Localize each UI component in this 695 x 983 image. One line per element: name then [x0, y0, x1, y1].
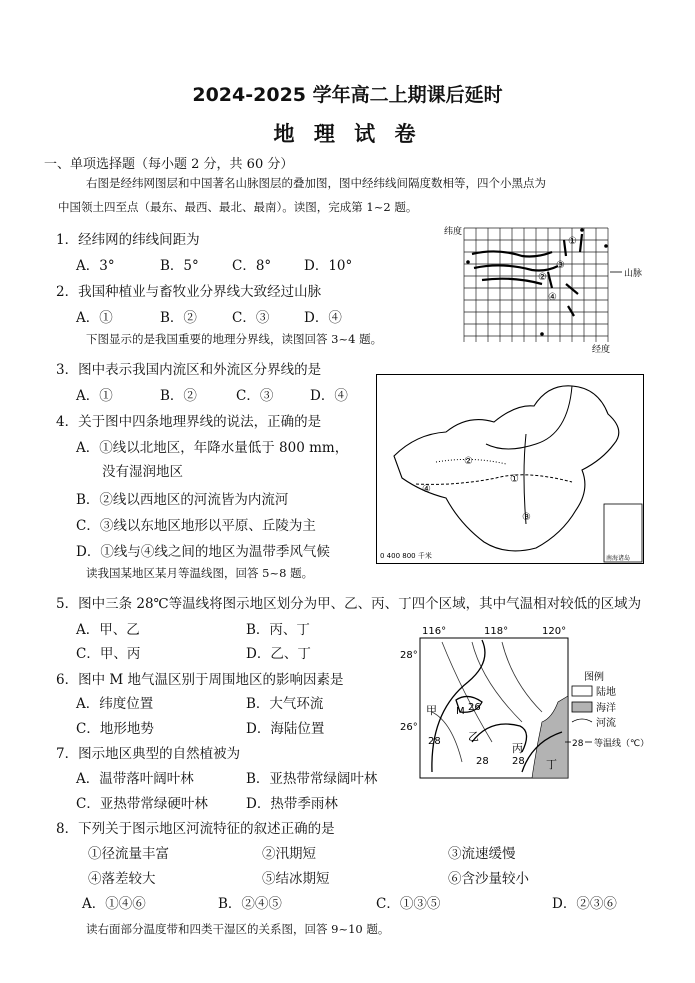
point-m: M	[456, 706, 465, 717]
marker-4: ④	[548, 292, 557, 303]
question-stem: 5．图中三条 28℃等温线将图示地区划分为甲、乙、丙、丁四个区域，其中气温相对较低的区域为	[56, 596, 642, 612]
line-1-label: ①	[510, 474, 519, 485]
option-d[interactable]: D．④	[304, 310, 342, 326]
option-a[interactable]: A．温带落叶阔叶林	[76, 771, 194, 787]
line-4-label: ④	[422, 484, 431, 495]
x-axis-label: 经度	[592, 345, 611, 354]
question-stem: 7．图示地区典型的自然植被为	[56, 746, 241, 762]
isotherm-value: 26	[468, 702, 481, 713]
intro-line: 中国领土四至点（最东、最西、最北、最南）。读图，完成第 1~2 题。	[58, 200, 418, 214]
intro-line: 读右面部分温度带和四类干湿区的关系图，回答 9~10 题。	[86, 922, 390, 936]
option-d[interactable]: D．①线与④线之间的地区为温带季风气候	[76, 544, 330, 560]
lon-label: 120°	[542, 626, 567, 637]
option-c[interactable]: C．甲、丙	[76, 646, 141, 662]
marker-3: ③	[556, 260, 565, 271]
statement: ①径流量丰富	[88, 846, 169, 862]
isotherm-value: 28	[512, 756, 525, 767]
scale-bar: 0 400 800 千米	[380, 552, 432, 560]
option-d[interactable]: D．乙、丁	[246, 646, 311, 662]
option-c[interactable]: C．亚热带常绿硬叶林	[76, 796, 208, 812]
question-stem: 2．我国种植业与畜牧业分界线大致经过山脉	[56, 284, 322, 300]
inset-label: 南海诸岛	[606, 555, 631, 562]
legend-title: 图例	[584, 672, 604, 683]
option-b[interactable]: B．②线以西地区的河流皆为内流河	[76, 492, 289, 508]
lat-label: 26°	[400, 722, 418, 733]
lat-label: 28°	[400, 650, 418, 661]
legend-land: 陆地	[596, 687, 616, 698]
statement: ⑥含沙量较小	[448, 871, 529, 887]
option-b[interactable]: B．②④⑤	[218, 896, 282, 912]
intro-line: 下图显示的是我国重要的地理分界线，读图回答 3~4 题。	[86, 332, 383, 346]
option-c[interactable]: C．①③⑤	[376, 896, 441, 912]
option-a[interactable]: A．①	[76, 388, 113, 404]
option-a-cont: 没有湿润地区	[102, 464, 183, 480]
option-c[interactable]: C．地形地势	[76, 721, 154, 737]
option-c[interactable]: C．8°	[232, 258, 272, 274]
option-b[interactable]: B．5°	[160, 258, 199, 274]
statement: ④落差较大	[88, 871, 156, 887]
option-b[interactable]: B．丙、丁	[246, 622, 310, 638]
region-jia: 甲	[426, 704, 437, 717]
legend-sea: 海洋	[596, 703, 616, 714]
option-a[interactable]: A．①线以北地区，年降水量低于 800 mm，	[76, 440, 349, 456]
section-heading: 一、单项选择题（每小题 2 分，共 60 分）	[44, 157, 294, 172]
intro-line: 读我国某地区某月等温线图，回答 5~8 题。	[86, 566, 314, 580]
china-boundary-map	[376, 374, 644, 564]
question-stem: 4．关于图中四条地理界线的说法，正确的是	[56, 414, 322, 430]
intro-line: 右图是经纬网图层和中国著名山脉图层的叠加图，图中经纬线间隔度数相等，四个小黑点为	[86, 176, 546, 190]
option-d[interactable]: D．10°	[304, 258, 353, 274]
option-a[interactable]: A．甲、乙	[76, 622, 140, 638]
grid-lines	[464, 228, 608, 342]
option-a[interactable]: A．①④⑥	[82, 896, 146, 912]
option-b[interactable]: B．亚热带常绿阔叶林	[246, 771, 378, 787]
legend-river: 河流	[596, 718, 616, 729]
option-d[interactable]: D．热带季雨林	[246, 796, 338, 812]
marker-2: ②	[538, 272, 547, 283]
legend-isotherm: 等温线（℃）	[594, 739, 650, 749]
option-c[interactable]: C．③	[236, 388, 274, 404]
option-d[interactable]: D．④	[310, 388, 348, 404]
statement: ⑤结冰期短	[262, 871, 330, 887]
region-yi: 乙	[468, 730, 479, 743]
legend-land-swatch	[572, 686, 592, 696]
y-axis-label: 纬度	[444, 227, 463, 237]
option-a[interactable]: A．纬度位置	[76, 696, 154, 712]
statement: ②汛期短	[262, 846, 316, 862]
question-stem: 6．图中 M 地气温区别于周围地区的影响因素是	[56, 672, 344, 688]
question-stem: 3．图中表示我国内流区和外流区分界线的是	[56, 362, 322, 378]
option-b[interactable]: B．②	[160, 310, 197, 326]
subject-title: 地 理 试 卷	[273, 122, 422, 146]
lon-label: 116°	[422, 626, 447, 637]
mountain-lines	[472, 234, 582, 316]
option-a[interactable]: A．①	[76, 310, 113, 326]
legend-river-swatch	[572, 719, 592, 722]
isotherm-map	[372, 622, 672, 782]
option-a[interactable]: A．3°	[76, 258, 115, 274]
legend-sea-swatch	[572, 702, 592, 712]
line-2-label: ②	[464, 456, 473, 467]
isotherm-value: 28	[428, 736, 441, 747]
exam-title: 2024-2025 学年高二上期课后延时	[192, 84, 503, 106]
legend-iso-value: 28	[572, 739, 584, 749]
question-stem: 8．下列关于图示地区河流特征的叙述正确的是	[56, 821, 335, 837]
option-b[interactable]: B．②	[160, 388, 197, 404]
region-ding: 丁	[546, 758, 557, 771]
statement: ③流速缓慢	[448, 846, 516, 862]
option-c[interactable]: C．③线以东地区地形以平原、丘陵为主	[76, 518, 316, 534]
marker-1: ①	[568, 236, 577, 247]
question-stem: 1．经纬网的纬线间距为	[56, 232, 200, 248]
lon-label: 118°	[484, 626, 509, 637]
option-d[interactable]: D．②③⑥	[552, 896, 617, 912]
inset-box	[604, 504, 642, 562]
region-bing: 丙	[512, 742, 523, 755]
option-c[interactable]: C．③	[232, 310, 270, 326]
lat-lon-grid-figure	[442, 222, 682, 354]
isotherm-value: 28	[476, 756, 489, 767]
option-d[interactable]: D．海陆位置	[246, 721, 325, 737]
mountain-label: 山脉	[624, 269, 643, 279]
line-3-label: ③	[522, 512, 531, 523]
option-b[interactable]: B．大气环流	[246, 696, 324, 712]
